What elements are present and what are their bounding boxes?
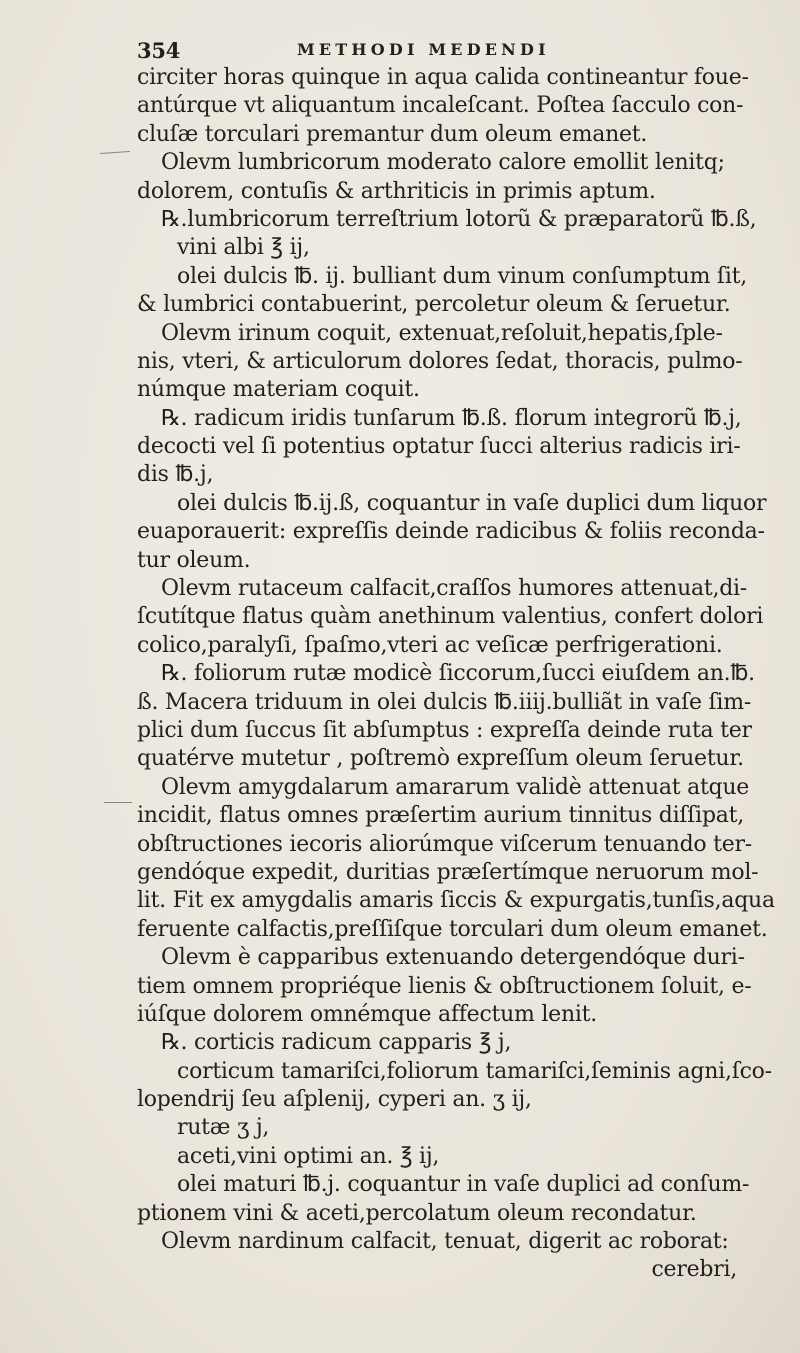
text-line: cluſæ torculari premantur dum oleum emanet. [137,121,648,147]
paragraph-start: Olevm lumbricorum moderato calore emollit lenitq; [161,150,725,176]
text-line: colico,paralyſi, ſpaſmo,vteri ac veſicæ perfrigerationi. [137,632,723,658]
recipe-line: rutæ ʒ j, [177,1115,270,1141]
recipe-line: ℞. corticis radicum capparis ℥ j, [161,1030,512,1056]
recipe-line: olei dulcis ℔. ij. bulliant dum vinum conſumptum ſit, [177,263,747,289]
recipe-line: vini albi ℥ ij, [177,235,310,261]
text-line: circiter horas quinque in aqua calida contineantur foue- [137,65,749,90]
text-line: lit. Fit ex amygdalis amaris ſiccis & expurgatis,tunſis,aqua [137,888,775,914]
margin-mark [104,802,132,803]
recipe-line: olei maturi ℔.j. coquantur in vaſe duplici ad conſum- [177,1172,750,1198]
text-line: plici dum ſuccus ſit abſumptus : expreſſa deinde ruta ter [137,717,752,743]
paragraph-start: Olevm rutaceum calfacit,craſſos humores attenuat,di- [161,576,747,602]
recipe-line: ℞. radicum iridis tunſarum ℔.ß. florum integrorũ ℔.j, [161,405,742,431]
paragraph-start: Olevm irinum coquit, extenuat,reſoluit,hepatis,ſple- [161,320,723,346]
recipe-line: ℞. foliorum rutæ modicè ſiccorum,ſucci eiuſdem an.℔. [161,661,755,687]
text-line: & lumbrici contabuerint, percoletur oleum & ſeruetur. [137,292,731,318]
text-line: ſcutítque flatus quàm anethinum valentius, confert dolori [137,604,764,630]
text-line: antúrque vt aliquantum incaleſcant. Poſtea ſacculo con- [137,93,744,119]
text-line: euaporauerit: expreſſis deinde radicibus & foliis reconda- [137,519,765,545]
recipe-line: ℞.lumbricorum terreſtrium lotorũ & præparatorũ ℔.ß, [161,206,757,232]
recipe-line: corticum tamariſci,foliorum tamariſci,ſeminis agni,ſco- [177,1058,772,1084]
paragraph-start: Olevm è capparibus extenuando detergendóque duri- [161,945,745,971]
text-line: númque materiam coquit. [137,377,420,403]
text-line: tiem omnem propriéque lienis & obſtructionem ſoluit, e- [137,973,752,999]
text-line: feruente calfactis,preſſiſque torculari dum oleum emanet. [137,916,768,942]
body-text [137,64,775,1285]
text-line: nis, vteri, & articulorum dolores ſedat, thoracis, pulmo- [137,348,743,374]
paragraph-start: Olevm nardinum calfacit, tenuat, digerit ac roborat: [161,1229,729,1255]
paragraph-start: Olevm amygdalarum amararum validè attenuat atque [161,774,750,800]
text-line: quatérve mutetur , poſtremò expreſſum oleum ſeruetur. [137,746,744,772]
page-number: 354 [137,38,181,63]
text-line: incidit, flatus omnes præſertim aurium tinnitus diſſipat, [137,803,744,829]
text-line: obſtructiones iecoris aliorúmque viſcerum tenuando ter- [137,831,752,857]
text-line: ptionem vini & aceti,percolatum oleum recondatur. [137,1200,697,1226]
text-line: tur oleum. [137,547,251,573]
margin-mark [100,151,130,154]
text-line: ß. Macera triduum in olei dulcis ℔.iiij.bulliãt in vaſe ſim- [137,689,752,715]
text-line: lopendrij ſeu aſplenij, cyperi an. ʒ ij, [137,1087,532,1113]
text-line: dolorem, contuſis & arthriticis in primis aptum. [137,178,656,204]
text-line: iúſque dolorem omnémque affectum lenit. [137,1001,597,1027]
text-line: decocti vel ſi potentius optatur ſucci alterius radicis iri- [137,434,741,460]
text-line: gendóque expedit, duritias præſertímque neruorum mol- [137,859,759,885]
catchword: cerebri, [651,1257,737,1283]
text-line: dis ℔.j, [137,462,214,488]
running-title: METHODI MEDENDI [297,40,550,59]
recipe-line: aceti,vini optimi an. ℥ ij, [177,1143,440,1169]
recipe-line: olei dulcis ℔.ij.ß, coquantur in vaſe duplici dum liquor [177,490,767,516]
